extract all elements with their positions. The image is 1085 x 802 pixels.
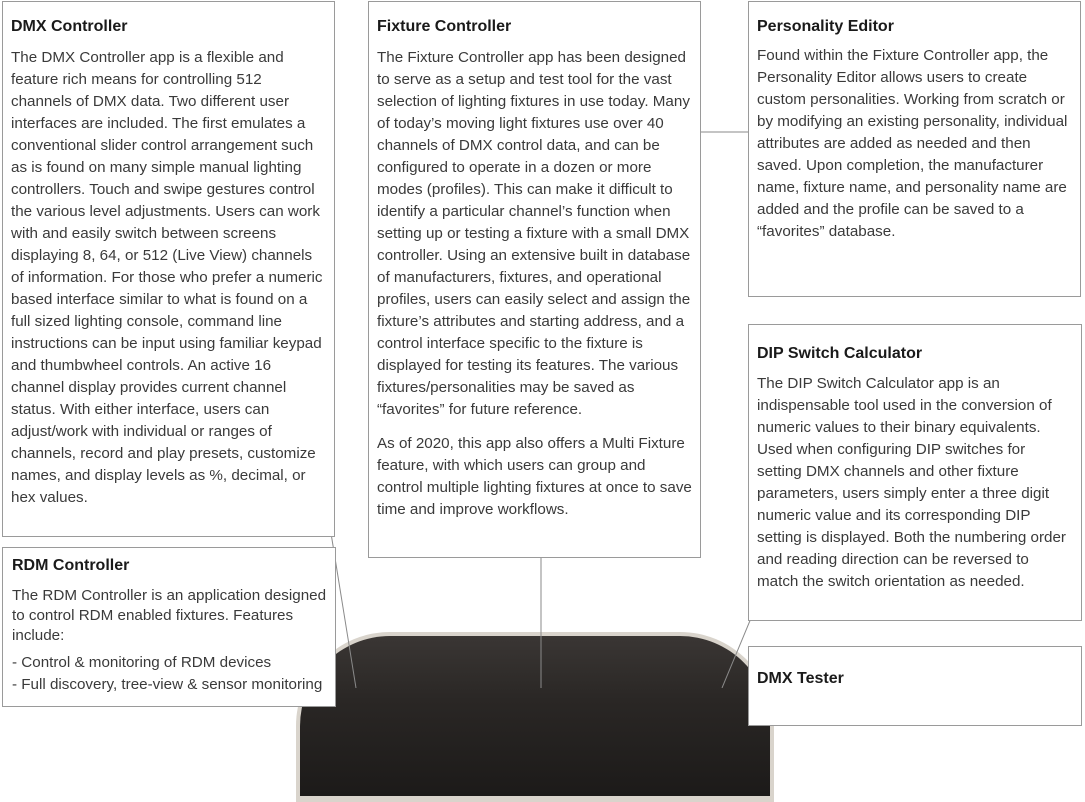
dip-switch-calculator-title: DIP Switch Calculator bbox=[757, 345, 923, 362]
dip-switch-calculator-box bbox=[748, 324, 1082, 621]
rdm-feature-list bbox=[12, 652, 327, 696]
fixture-controller-box bbox=[368, 1, 701, 558]
dmx-tester-box bbox=[748, 646, 1082, 726]
personality-editor-text: Found within the Fixture Controller app, the Personality Editor allows users to create custom personalities. Working from scratch or by modifying an existing personality, individual attributes are added as needed and then saved. Upon completion, the manufacturer name, fixture name, and personality name are added and the profile can be saved to a “favorites” database. bbox=[757, 47, 1068, 240]
dmx-controller-text: The DMX Controller app is a flexible and feature rich means for controlling 512 channels of DMX data. Two different user interfaces are included. The first emulates a conventional slider control arrangement such as is found on many simple manual lighting controllers. Touch and swipe gestures control the various level adjustments. Users can work with and easily switch between screens displaying 8, 64, or 512 (Live View) channels of information. For those who prefer a numeric based interface similar to what is found on a full sized lighting console, command line instructions can be input using familiar keypad and thumbwheel controls. An active 16 channel display provides current channel status. With either interface, users can adjust/work with individual or ranges of channels, record and play presets, customize names, and display levels as %, decimal, or hex values. bbox=[11, 49, 323, 506]
dmx-controller-box bbox=[2, 1, 335, 537]
fixture-controller-title: Fixture Controller bbox=[377, 18, 512, 35]
personality-editor-box bbox=[748, 1, 1081, 297]
dip-switch-calculator-text: The DIP Switch Calculator app is an indispensable tool used in the conversion of numeric values to their binary equivalents. Used when configuring DIP switches for setting DMX channels and other fixture parameters, users simply enter a three digit numeric value and its corresponding DIP setting is displayed. Both the numbering order and reading direction can be reversed to match the switch orientation as needed. bbox=[757, 375, 1066, 590]
dmx-tester-title: DMX Tester bbox=[757, 670, 844, 687]
rdm-controller-title: RDM Controller bbox=[12, 557, 130, 574]
rdm-feature-item: - Full discovery, tree-view & sensor monitoring bbox=[12, 676, 323, 693]
rdm-controller-box bbox=[2, 547, 336, 707]
fixture-controller-text: The Fixture Controller app has been designed to serve as a setup and test tool for the vast selection of lighting fixtures in use today. Many of today’s moving light fixtures use over 40 channels of DMX control data, and can be configured to operate in a dozen or more modes (profiles). This can make it difficult to identify a particular channel’s function when setting up or testing a fixture with a small DMX controller. Using an extensive built in database of manufacturers, fixtures, and operational profiles, users can easily select and assign the fixture’s attributes and starting address, and a control interface specific to the fixture is displayed for testing its features. The various fixtures/personalities may be saved as “favorites” for future reference. bbox=[377, 49, 691, 418]
rdm-controller-text: The RDM Controller is an application designed to control RDM enabled fixtures. Features include: bbox=[12, 587, 327, 644]
fixture-controller-text-2: As of 2020, this app also offers a Multi Fixture feature, with which users can group and control multiple lighting fixtures at once to save time and improve workflows. bbox=[377, 435, 692, 518]
personality-editor-title: Personality Editor bbox=[757, 18, 894, 35]
rdm-feature-item: - Control & monitoring of RDM devices bbox=[12, 654, 272, 671]
dmx-controller-title: DMX Controller bbox=[11, 18, 128, 35]
